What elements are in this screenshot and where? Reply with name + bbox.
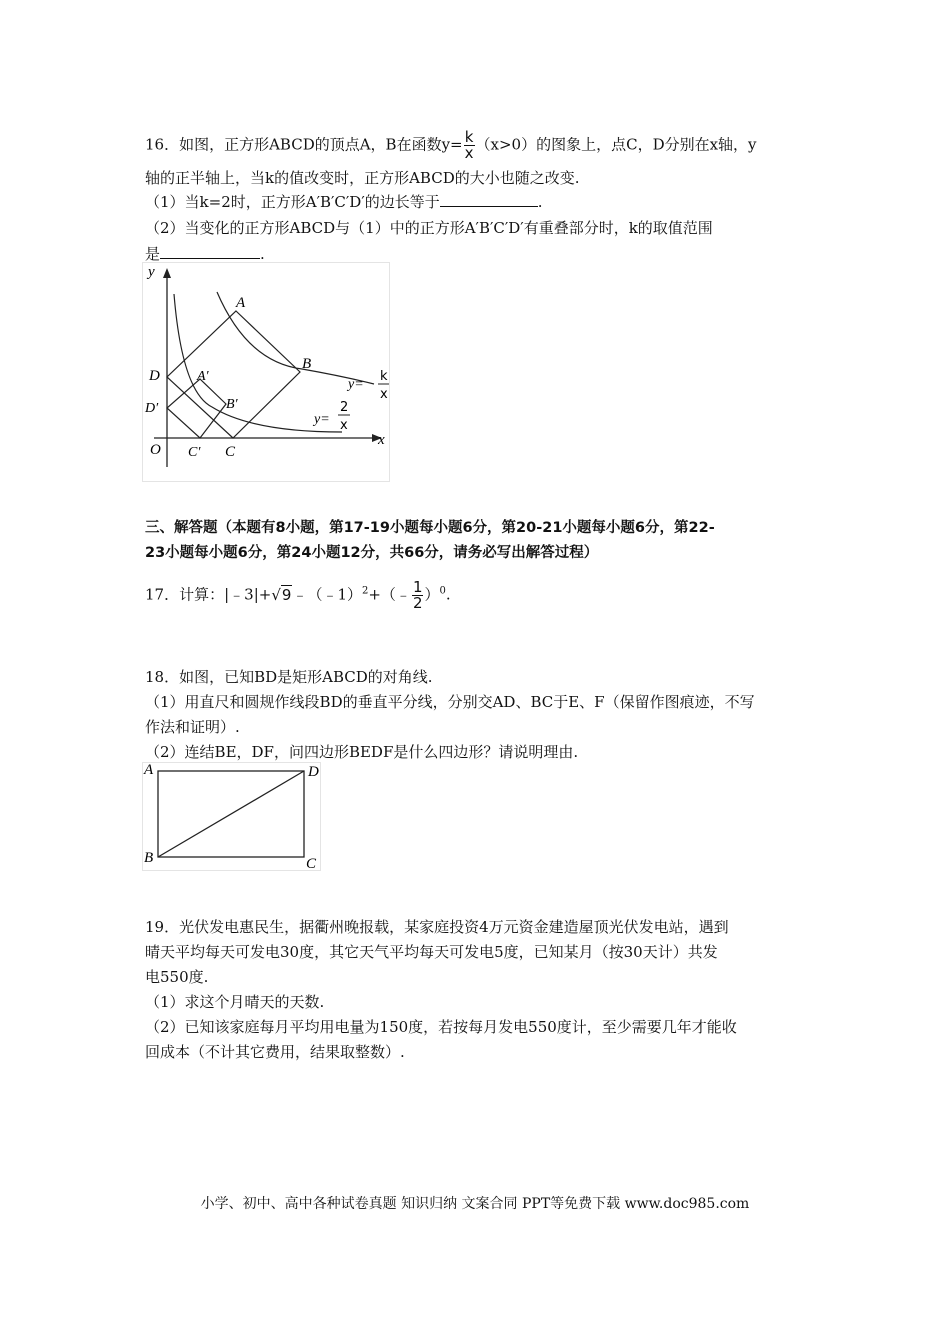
- q19-line6: 回成本（不计其它费用，结果取整数）.: [145, 1043, 405, 1061]
- page-footer: 小学、初中、高中各种试卷真题 知识归纳 文案合同 PPT等免费下载 www.doc985.com: [200, 1196, 750, 1212]
- label-A: A: [144, 762, 154, 778]
- curve1-label-den: x: [380, 387, 388, 402]
- q18-figure: [142, 762, 322, 872]
- label-B: B: [302, 356, 312, 372]
- q16-text-post: （x>0）的图象上，点C，D分别在x轴，y: [475, 135, 757, 154]
- q18-line4: （2）连结BE，DF，问四边形BEDF是什么四边形？请说明理由.: [145, 743, 579, 761]
- curve1-label-pre: y=: [348, 377, 364, 392]
- label-B-prime: B′: [226, 397, 238, 412]
- q19-line4: （1）求这个月晴天的天数.: [145, 993, 325, 1011]
- q16-part1: （1）当k=2时，正方形A′B′C′D′的边长等于 .: [145, 193, 543, 211]
- q17-expression: 17．计算：|﹣3|+√9﹣（﹣1）$^2$+（﹣ $\frac{1}{2}$ ）$^0$.: [145, 578, 451, 612]
- q16-part2: （2）当变化的正方形ABCD与（1）中的正方形A′B′C′D′有重叠部分时，k的取值范围: [145, 219, 713, 237]
- label-A: A: [236, 295, 246, 311]
- q17-fraction: $\frac{1}{2}$: [412, 578, 423, 612]
- q19-line2: 晴天平均每天可发电30度，其它天气平均每天可发电5度，已知某月（按30天计）共发: [145, 943, 718, 961]
- label-D: D: [308, 764, 319, 780]
- curve2-label-den: x: [340, 418, 348, 433]
- square-abcd: [167, 311, 300, 438]
- q18-line3: 作法和证明）.: [145, 718, 240, 736]
- q19-line5: （2）已知该家庭每月平均用电量为150度，若按每月发电550度计，至少需要几年才能收: [145, 1018, 737, 1036]
- q16-fraction: $\frac{k}{x}$: [464, 128, 474, 162]
- label-origin: O: [150, 442, 161, 458]
- q19-line3: 电550度.: [145, 968, 209, 986]
- q19-line1: 19．光伏发电惠民生，据衢州晚报载，某家庭投资4万元资金建造屋顶光伏发电站，遇到: [145, 918, 729, 936]
- label-D: D: [149, 368, 160, 384]
- curve2-label-num: 2: [340, 400, 349, 415]
- q16-figure: [142, 262, 390, 482]
- diagonal-bd: [158, 771, 304, 857]
- y-axis-arrow: [163, 268, 171, 278]
- answer-blank-2: [160, 244, 260, 259]
- q16-line2: 轴的正半轴上，当k的值改变时，正方形ABCD的大小也随之改变.: [145, 169, 580, 187]
- section3-line2: 23小题每小题6分，第24小题12分，共66分，请务必写出解答过程）: [145, 545, 599, 561]
- section3-line1: 三、解答题（本题有8小题，第17-19小题每小题6分，第20-21小题每小题6分，第22-: [145, 520, 715, 536]
- q16-line1: [145, 130, 757, 161]
- square-a2b2c2d2: [167, 379, 226, 438]
- label-D-prime: D′: [145, 401, 159, 416]
- label-C: C: [225, 444, 236, 460]
- label-C-prime: C′: [188, 445, 201, 460]
- label-x: x: [378, 432, 385, 448]
- curve1-label-num: k: [380, 369, 388, 384]
- q18-line2: （1）用直尺和圆规作线段BD的垂直平分线，分别交AD、BC于E、F（保留作图痕迹，不写: [145, 693, 755, 711]
- curve2-label-pre: y=: [314, 412, 330, 427]
- label-y: y: [148, 264, 155, 280]
- q16-part2-cont: 是 .: [145, 245, 265, 263]
- q16-text-pre: 16．如图，正方形ABCD的顶点A，B在函数y=: [145, 135, 463, 154]
- label-A-prime: A′: [197, 369, 209, 384]
- label-C: C: [306, 856, 317, 872]
- q18-line1: 18．如图，已知BD是矩形ABCD的对角线.: [145, 668, 433, 686]
- answer-blank-1: [440, 192, 538, 207]
- label-B: B: [144, 850, 154, 866]
- sqrt-9: √9: [271, 585, 292, 604]
